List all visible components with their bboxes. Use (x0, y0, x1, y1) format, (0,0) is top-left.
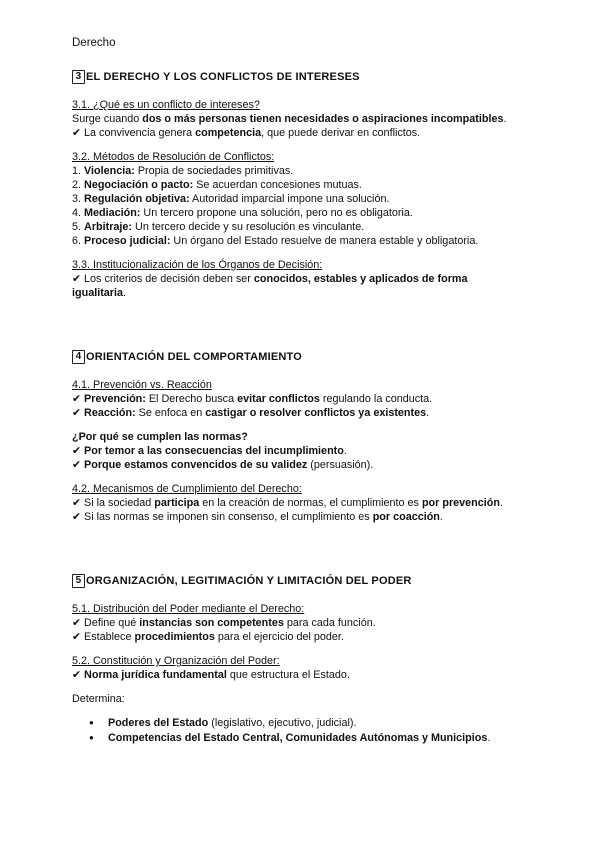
bullet-item: ● Competencias del Estado Central, Comunidades Autónomas y Municipios. (72, 731, 542, 745)
document-page (72, 36, 542, 746)
subsection-4-2 (72, 482, 542, 524)
subsection-3-1-title: 3.1. ¿Qué es un conflicto de intereses? (72, 99, 260, 111)
section-5-number-badge: 5 (72, 574, 85, 588)
check-line: ✔ Los criterios de decisión deben ser conocidos, estables y aplicados de forma (72, 273, 468, 285)
list-item: 3. Regulación objetiva: Autoridad imparcial impone una solución. (72, 193, 390, 205)
check-line: ✔ Si la sociedad participa en la creación de normas, el cumplimiento es por prevención. (72, 497, 503, 509)
check-line: ✔ Establece procedimientos para el ejercicio del poder. (72, 631, 344, 643)
section-4-title: ORIENTACIÓN DEL COMPORTAMIENTO (86, 351, 303, 363)
check-line: ✔ Norma jurídica fundamental que estructura el Estado. (72, 669, 350, 681)
subsection-3-2 (72, 150, 542, 248)
section-4-number-badge: 4 (72, 350, 85, 364)
section-5-heading (72, 574, 542, 588)
check-line: ✔ Por temor a las consecuencias del incumplimiento. (72, 445, 347, 457)
subsection-5-1 (72, 602, 542, 644)
paragraph: Surge cuando dos o más personas tienen necesidades o aspiraciones incompatibles. (72, 113, 507, 125)
subsection-4-2-title: 4.2. Mecanismos de Cumplimiento del Derecho: (72, 483, 302, 495)
bullet-item: ● Poderes del Estado (legislativo, ejecutivo, judicial). (72, 716, 542, 730)
section-3-number-badge: 3 (72, 70, 85, 84)
section-5-title: ORGANIZACIÓN, LEGITIMACIÓN Y LIMITACIÓN DEL PODER (86, 575, 412, 587)
question-heading: ¿Por qué se cumplen las normas? (72, 431, 248, 443)
subsection-4-1 (72, 378, 542, 420)
subsection-3-3-title: 3.3. Institucionalización de los Órganos de Decisión: (72, 259, 323, 271)
subsection-5-2 (72, 654, 542, 682)
check-line: ✔ Porque estamos convencidos de su validez (persuasión). (72, 459, 374, 471)
subsection-4-1-title: 4.1. Prevención vs. Reacción (72, 379, 212, 391)
check-line-continuation: igualitaria. (72, 287, 127, 299)
check-line: ✔ La convivencia genera competencia, que puede derivar en conflictos. (72, 127, 421, 139)
list-item: 4. Mediación: Un tercero propone una solución, pero no es obligatoria. (72, 207, 413, 219)
subsection-3-2-title: 3.2. Métodos de Resolución de Conflictos: (72, 151, 275, 163)
check-line: ✔ Define qué instancias son competentes para cada función. (72, 617, 376, 629)
list-item: 1. Violencia: Propia de sociedades primitivas. (72, 165, 294, 177)
list-item: 2. Negociación o pacto: Se acuerdan concesiones mutuas. (72, 179, 362, 191)
subsection-3-1 (72, 98, 542, 140)
section-3-heading (72, 70, 542, 84)
list-item: 5. Arbitraje: Un tercero decide y su resolución es vinculante. (72, 221, 365, 233)
section-4-heading (72, 350, 542, 364)
why-norms-block (72, 430, 542, 472)
check-line: ✔ Prevención: El Derecho busca evitar conflictos regulando la conducta. (72, 393, 433, 405)
subsection-5-2-title: 5.2. Constitución y Organización del Poder: (72, 655, 280, 667)
document-title: Derecho (72, 37, 116, 49)
check-line: ✔ Si las normas se imponen sin consenso, el cumplimiento es por coacción. (72, 511, 443, 523)
subsection-3-3 (72, 258, 542, 300)
check-line: ✔ Reacción: Se enfoca en castigar o resolver conflictos ya existentes. (72, 407, 430, 419)
list-item: 6. Proceso judicial: Un órgano del Estado resuelve de manera estable y obligatoria. (72, 235, 479, 247)
section-3-title: EL DERECHO Y LOS CONFLICTOS DE INTERESES (86, 71, 360, 83)
determina-list (72, 716, 542, 745)
determina-label: Determina: (72, 693, 125, 705)
subsection-5-1-title: 5.1. Distribución del Poder mediante el Derecho: (72, 603, 305, 615)
